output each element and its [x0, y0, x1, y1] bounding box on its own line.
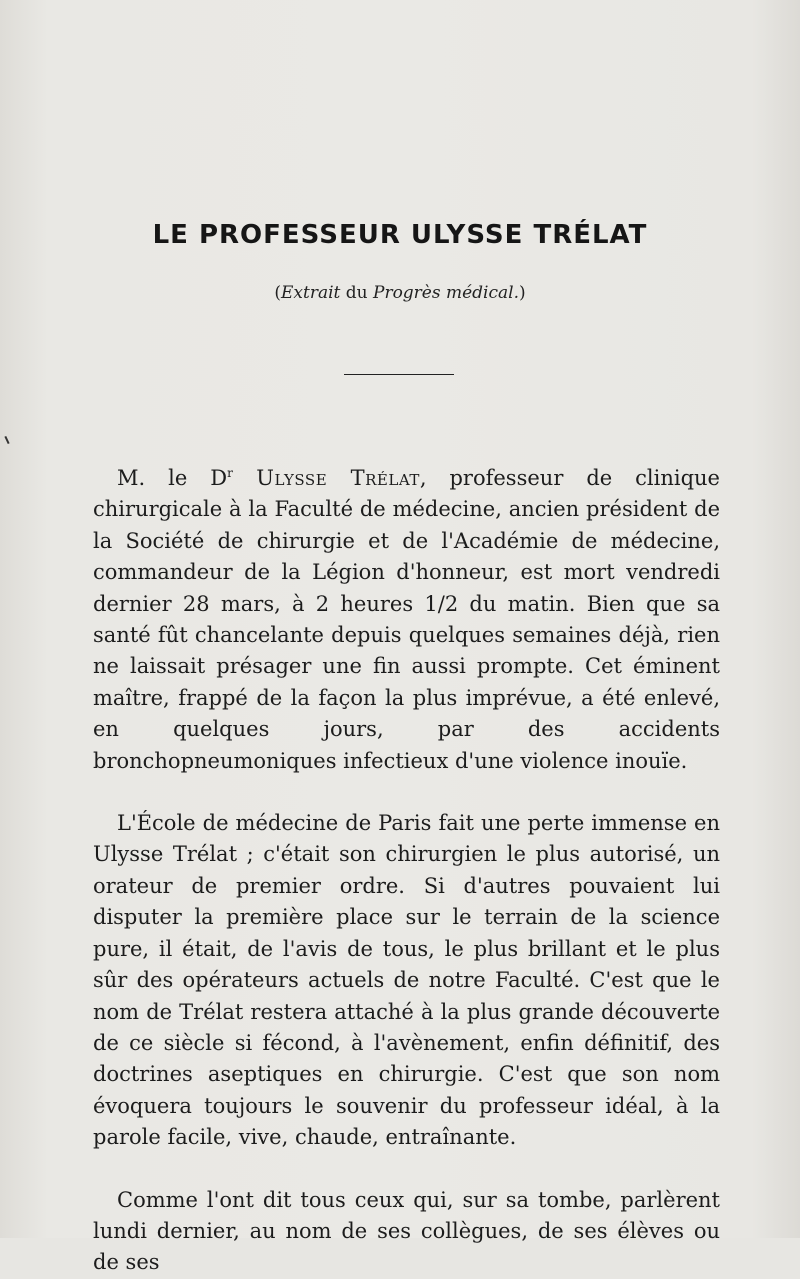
paragraph-1-name: Ulysse Trélat — [232, 466, 420, 490]
separator-rule — [344, 374, 454, 375]
margin-mark — [4, 436, 9, 444]
paragraph-1-prefix: M. le D — [117, 466, 228, 490]
paragraph-3-text: Comme l'ont dit tous ceux qui, sur sa tombe, parlèrent lundi dernier, au nom de ses collègues, de ses élèves ou de ses — [93, 1187, 720, 1275]
paragraph-1-sup: r — [227, 466, 233, 480]
paragraph-3 — [93, 1185, 720, 1279]
subtitle-open: ( — [274, 283, 281, 303]
paragraph-1 — [93, 463, 720, 777]
subtitle-source: Progrès médical. — [373, 283, 519, 303]
subtitle-close: ) — [519, 283, 526, 303]
paragraph-1-text: , professeur de clinique chirurgicale à la Faculté de médecine, ancien président de la Société de chirurgie et de l'Académie de médecine, commandeur de la Légion d'honneur, est mort vendredi dernier 28 mars, à 2 heures 1/2 du matin. Bien que sa santé fût chancelante depuis quelques semaines déjà, rien ne laissait présager une fin aussi prompte. Cet éminent maître, frappé de la façon la plus imprévue, a été enlevé, en quelques jours, par des accidents bronchopneumoniques infectieux d'une violence inouïe. — [93, 466, 720, 773]
subtitle-extrait: Extrait — [281, 283, 341, 303]
subtitle-du: du — [340, 283, 373, 303]
paragraph-2-text: L'École de médecine de Paris fait une perte immense en Ulysse Trélat ; c'était son chirurgien le plus autorisé, un orateur de premier ordre. Si d'autres pouvaient lui disputer la première place sur le terrain de la science pure, il était, de l'avis de tous, le plus brillant et le plus sûr des opérateurs actuels de notre Faculté. C'est que le nom de Trélat restera attaché à la plus grande découverte de ce siècle si fécond, à l'avènement, enfin définitif, des doctrines aseptiques en chirurgie. C'est que son nom évoquera toujours le souvenir du professeur idéal, à la parole facile, vive, chaude, entraînante. — [93, 811, 720, 1150]
page-subtitle — [0, 283, 800, 303]
paragraph-2 — [93, 808, 720, 1153]
article-body — [93, 463, 720, 1279]
page-title: LE PROFESSEUR ULYSSE TRÉLAT — [152, 220, 648, 250]
